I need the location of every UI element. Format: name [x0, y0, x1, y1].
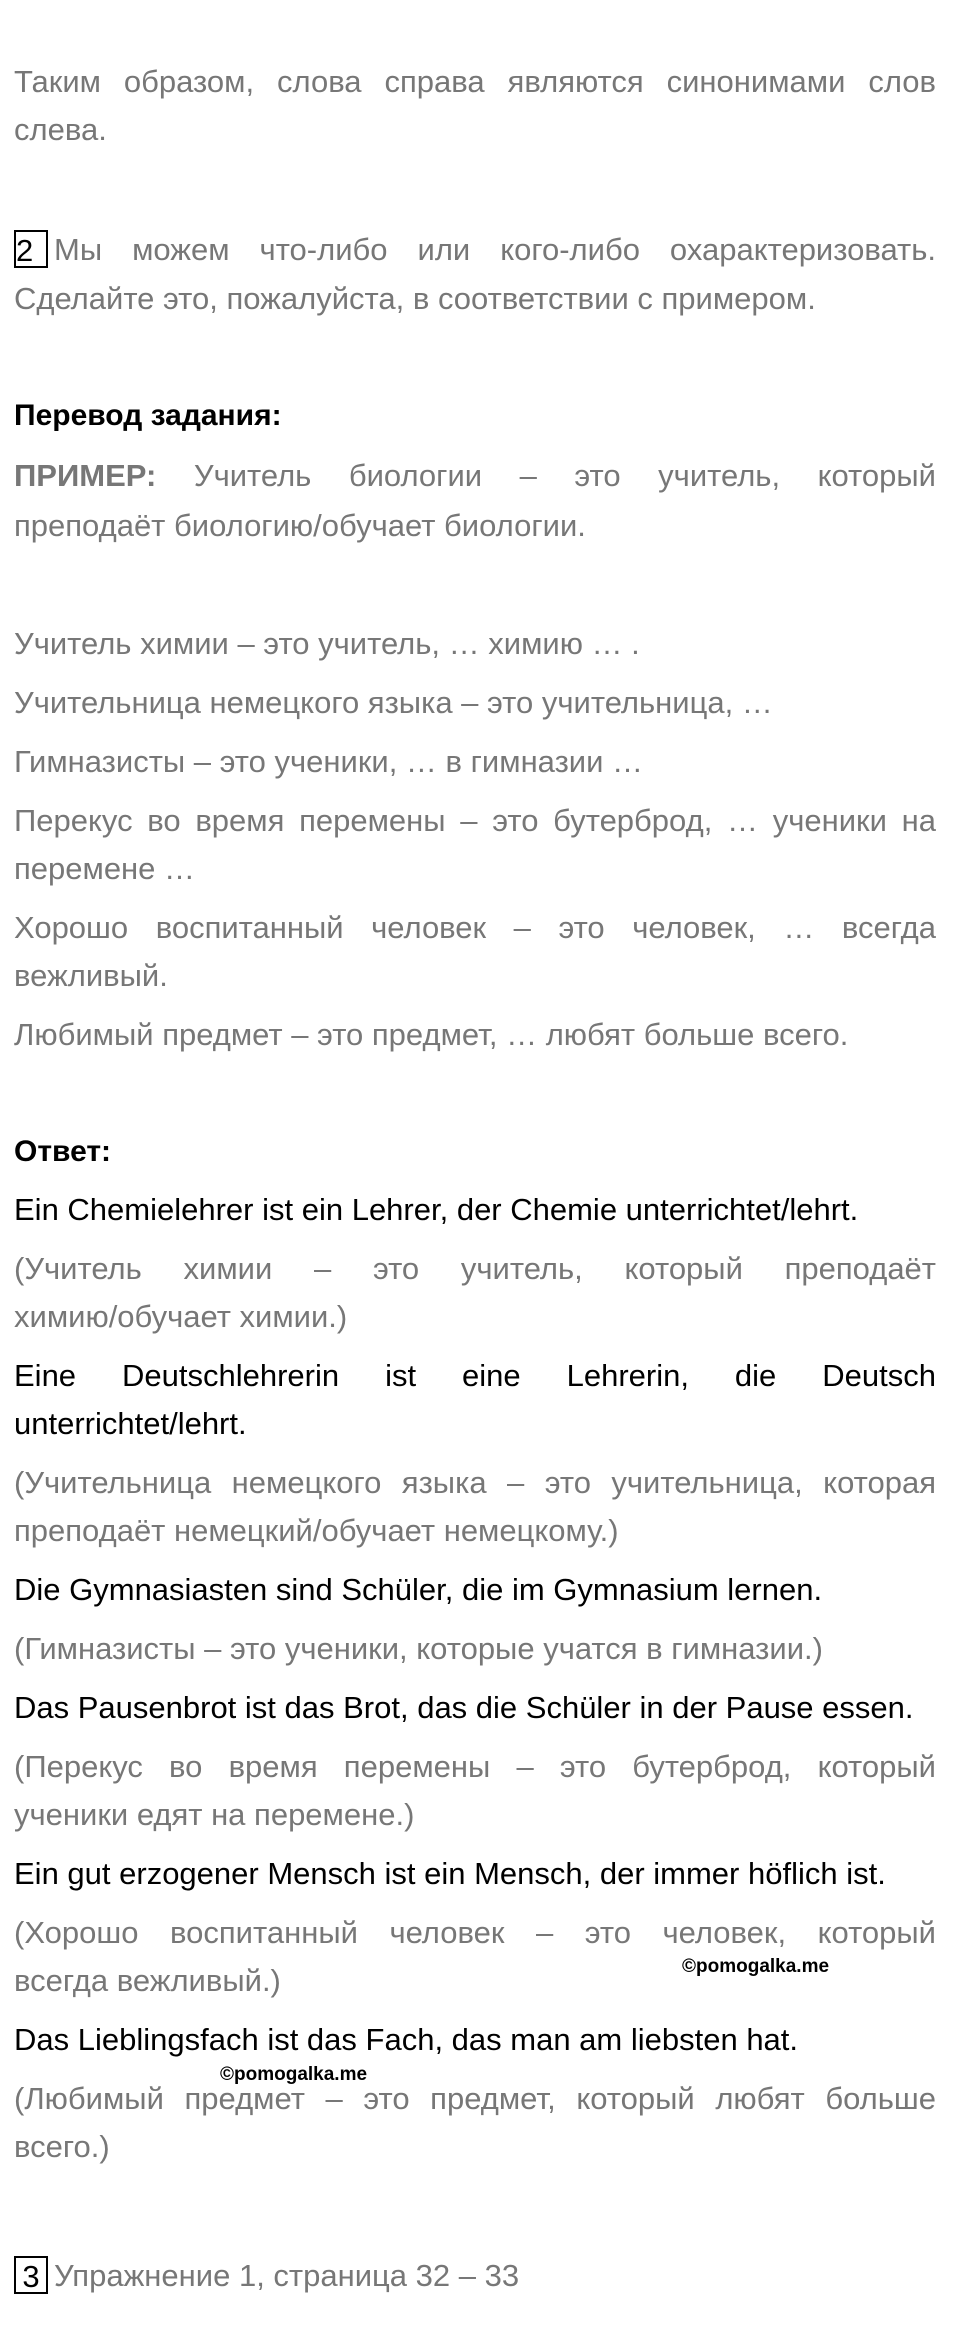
answer-translation-line: ученики едят на перемене.): [14, 1797, 415, 1832]
watermark: ©pomogalka.me: [220, 2064, 368, 2085]
answer-translation-line: (Хорошо воспитанный человек – это человек, который: [14, 1915, 936, 1950]
answer-translation-line: (Учитель химии – это учитель, который преподаёт: [14, 1251, 936, 1286]
intro-line-1: Таким образом, слова справа являются синонимами слов: [14, 64, 936, 99]
task-3-text: Упражнение 1, страница 32 – 33: [54, 2258, 520, 2293]
answer-translation-line: (Перекус во время перемены – это бутерброд, который: [14, 1749, 936, 1784]
translation-item: Любимый предмет – это предмет, … любят больше всего.: [14, 1017, 849, 1052]
answer-german-line: Ein gut erzogener Mensch ist ein Mensch, der immer höflich ist.: [14, 1856, 886, 1891]
task-number-box: 3: [14, 2256, 48, 2294]
answer-german-line: unterrichtet/lehrt.: [14, 1406, 247, 1441]
answer-translation-line: (Учительница немецкого языка – это учительница, которая: [14, 1465, 936, 1500]
answer-translation-line: всего.): [14, 2129, 110, 2164]
task-2-line-1: [14, 226, 936, 274]
answer-heading: Ответ:: [14, 1135, 112, 1168]
intro-line-2: слева.: [14, 112, 107, 147]
task-number-box: 2: [14, 230, 48, 268]
task-2-line-2: Сделайте это, пожалуйста, в соответствии с примером.: [14, 281, 816, 316]
translation-item: вежливый.: [14, 958, 168, 993]
answer-translation-line: химию/обучает химии.): [14, 1299, 348, 1334]
answer-translation-line: преподаёт немецкий/обучает немецкому.): [14, 1513, 619, 1548]
answer-german-line: Das Lieblingsfach ist das Fach, das man am liebsten hat.: [14, 2022, 799, 2057]
translation-item: Учительница немецкого языка – это учительница, …: [14, 685, 773, 720]
answer-translation-line: (Гимназисты – это ученики, которые учатся в гимназии.): [14, 1631, 823, 1666]
translation-item: Хорошо воспитанный человек – это человек, … всегда: [14, 910, 936, 945]
translation-item: Перекус во время перемены – это бутерброд, … ученики на: [14, 803, 936, 838]
example-line-2: преподаёт биологию/обучает биологии.: [14, 508, 586, 543]
translation-heading: Перевод задания:: [14, 399, 282, 432]
answer-translation-line: всегда вежливый.): [14, 1963, 281, 1998]
translation-item: Учитель химии – это учитель, … химию … .: [14, 626, 640, 661]
example-label: ПРИМЕР:: [14, 458, 157, 493]
example-line-1: [14, 452, 936, 500]
task-2-text: Мы можем что-либо или кого-либо охарактеризовать.: [54, 232, 936, 267]
translation-item: Гимназисты – это ученики, … в гимназии …: [14, 744, 644, 779]
answer-german-line: Eine Deutschlehrerin ist eine Lehrerin, die Deutsch: [14, 1358, 936, 1393]
watermark: ©pomogalka.me: [682, 1956, 830, 1977]
answer-translation-line: (Любимый предмет – это предмет, который любят больше: [14, 2081, 936, 2116]
answer-german-line: Die Gymnasiasten sind Schüler, die im Gymnasium lernen.: [14, 1572, 823, 1607]
answer-german-line: Ein Chemielehrer ist ein Lehrer, der Chemie unterrichtet/lehrt.: [14, 1192, 859, 1227]
translation-item: перемене …: [14, 851, 196, 886]
example-text: Учитель биологии – это учитель, который: [193, 458, 936, 493]
answer-german-line: Das Pausenbrot ist das Brot, das die Schüler in der Pause essen.: [14, 1690, 914, 1725]
task-3-line: [14, 2252, 936, 2300]
